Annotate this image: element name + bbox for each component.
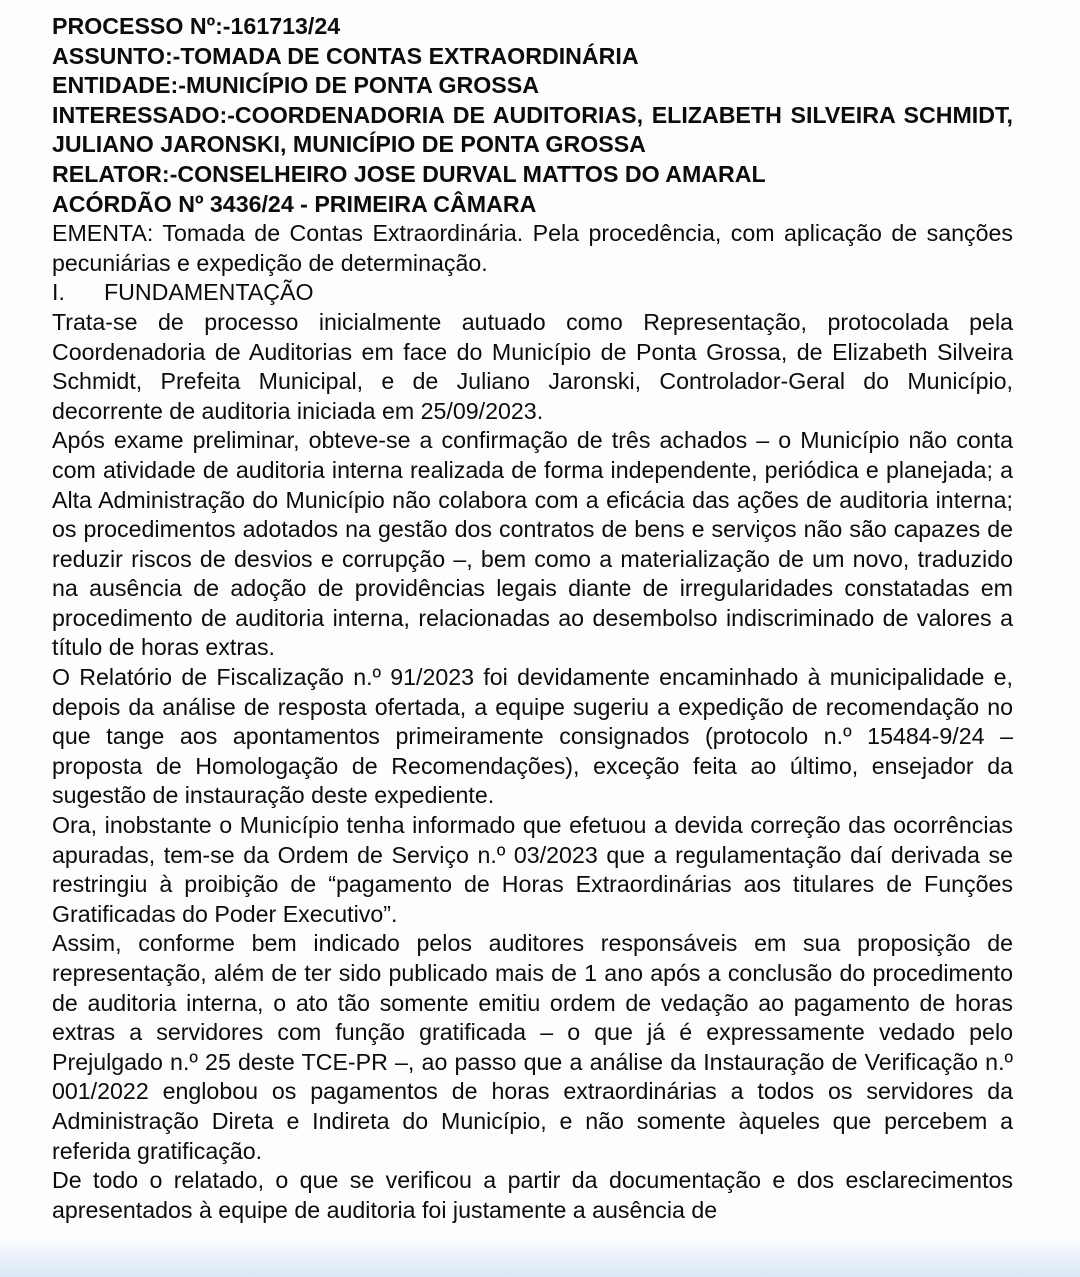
paragraph: Assim, conforme bem indicado pelos auditores responsáveis em sua proposição de representação, além de ter sido publicado mais de 1 ano após a conclusão do procedimento de auditoria interna, o ato tão somente emitiu ordem de vedação ao pagamento de horas extras a servidores com função gratificada – o que já é expressamente vedado pelo Prejulgado n.º 25 deste TCE-PR –, ao passo que a análise da Instauração de Verificação n.º 001/2022 englobou os pagamentos de horas extraordinárias a todos os servidores da Administração Direta e Indireta do Município, e não somente àqueles que percebem a referida gratificação. <box>52 930 1013 1164</box>
document-page <box>52 12 1013 1225</box>
paragraph: O Relatório de Fiscalização n.º 91/2023 foi devidamente encaminhado à municipalidade e, depois da análise de resposta ofertada, a equipe sugeriu a expedição de recomendação no que tange aos apontamentos primeiramente consignados (protocolo n.º 15484-9/24 – proposta de Homologação de Recomendações), exceção feita ao último, ensejador da sugestão de instauração deste expediente. <box>52 664 1013 809</box>
paragraph: Ora, inobstante o Município tenha informado que efetuou a devida correção das ocorrências apuradas, tem-se da Ordem de Serviço n.º 03/2023 que a regulamentação daí derivada se restringiu à proibição de “pagamento de Horas Extraordinárias aos titulares de Funções Gratificadas do Poder Executivo”. <box>52 812 1013 927</box>
paragraph: De todo o relatado, o que se verificou a partir da documentação e dos esclarecimentos apresentados à equipe de auditoria foi justamente a ausência de <box>52 1167 1013 1223</box>
section-number: I. <box>52 279 65 306</box>
entidade-line: ENTIDADE:-MUNICÍPIO DE PONTA GROSSA <box>52 72 539 99</box>
interessado-line: INTERESSADO:-COORDENADORIA DE AUDITORIAS, ELIZABETH SILVEIRA SCHMIDT, JULIANO JARONSKI, MUNICÍPIO DE PONTA GROSSA <box>52 101 1013 158</box>
processo-line: PROCESSO Nº:-161713/24 <box>52 13 341 39</box>
bottom-edge-fade <box>0 1237 1080 1277</box>
section-heading <box>52 278 1013 308</box>
acordao-line: ACÓRDÃO Nº 3436/24 - PRIMEIRA CÂMARA <box>52 190 537 217</box>
relator-line: RELATOR:-CONSELHEIRO JOSE DURVAL MATTOS DO AMARAL <box>52 160 766 187</box>
assunto-line: ASSUNTO:-TOMADA DE CONTAS EXTRAORDINÁRIA <box>52 42 639 69</box>
paragraph: Trata-se de processo inicialmente autuado como Representação, protocolada pela Coordenadoria de Auditorias em face do Município de Ponta Grossa, de Elizabeth Silveira Schmidt, Prefeita Municipal, e de Juliano Jaronski, Controlador-Geral do Município, decorrente de auditoria iniciada em 25/09/2023. <box>52 308 1013 424</box>
paragraph: Após exame preliminar, obteve-se a confirmação de três achados – o Município não conta com atividade de auditoria interna realizada de forma independente, periódica e planejada; a Alta Administração do Município não colabora com a eficácia das ações de auditoria interna; os procedimentos adotados na gestão dos contratos de bens e serviços não são capazes de reduzir riscos de desvios e corrupção –, bem como a materialização de um novo, traduzido na ausência de adoção de providências legais diante de irregularidades constatadas em procedimento de auditoria interna, relacionadas ao desembolso indiscriminado de valores a título de horas extras. <box>52 427 1013 661</box>
ementa: EMENTA: Tomada de Contas Extraordinária. Pela procedência, com aplicação de sanções pecuniárias e expedição de determinação. <box>52 220 1013 276</box>
section-title: FUNDAMENTAÇÃO <box>104 279 314 306</box>
